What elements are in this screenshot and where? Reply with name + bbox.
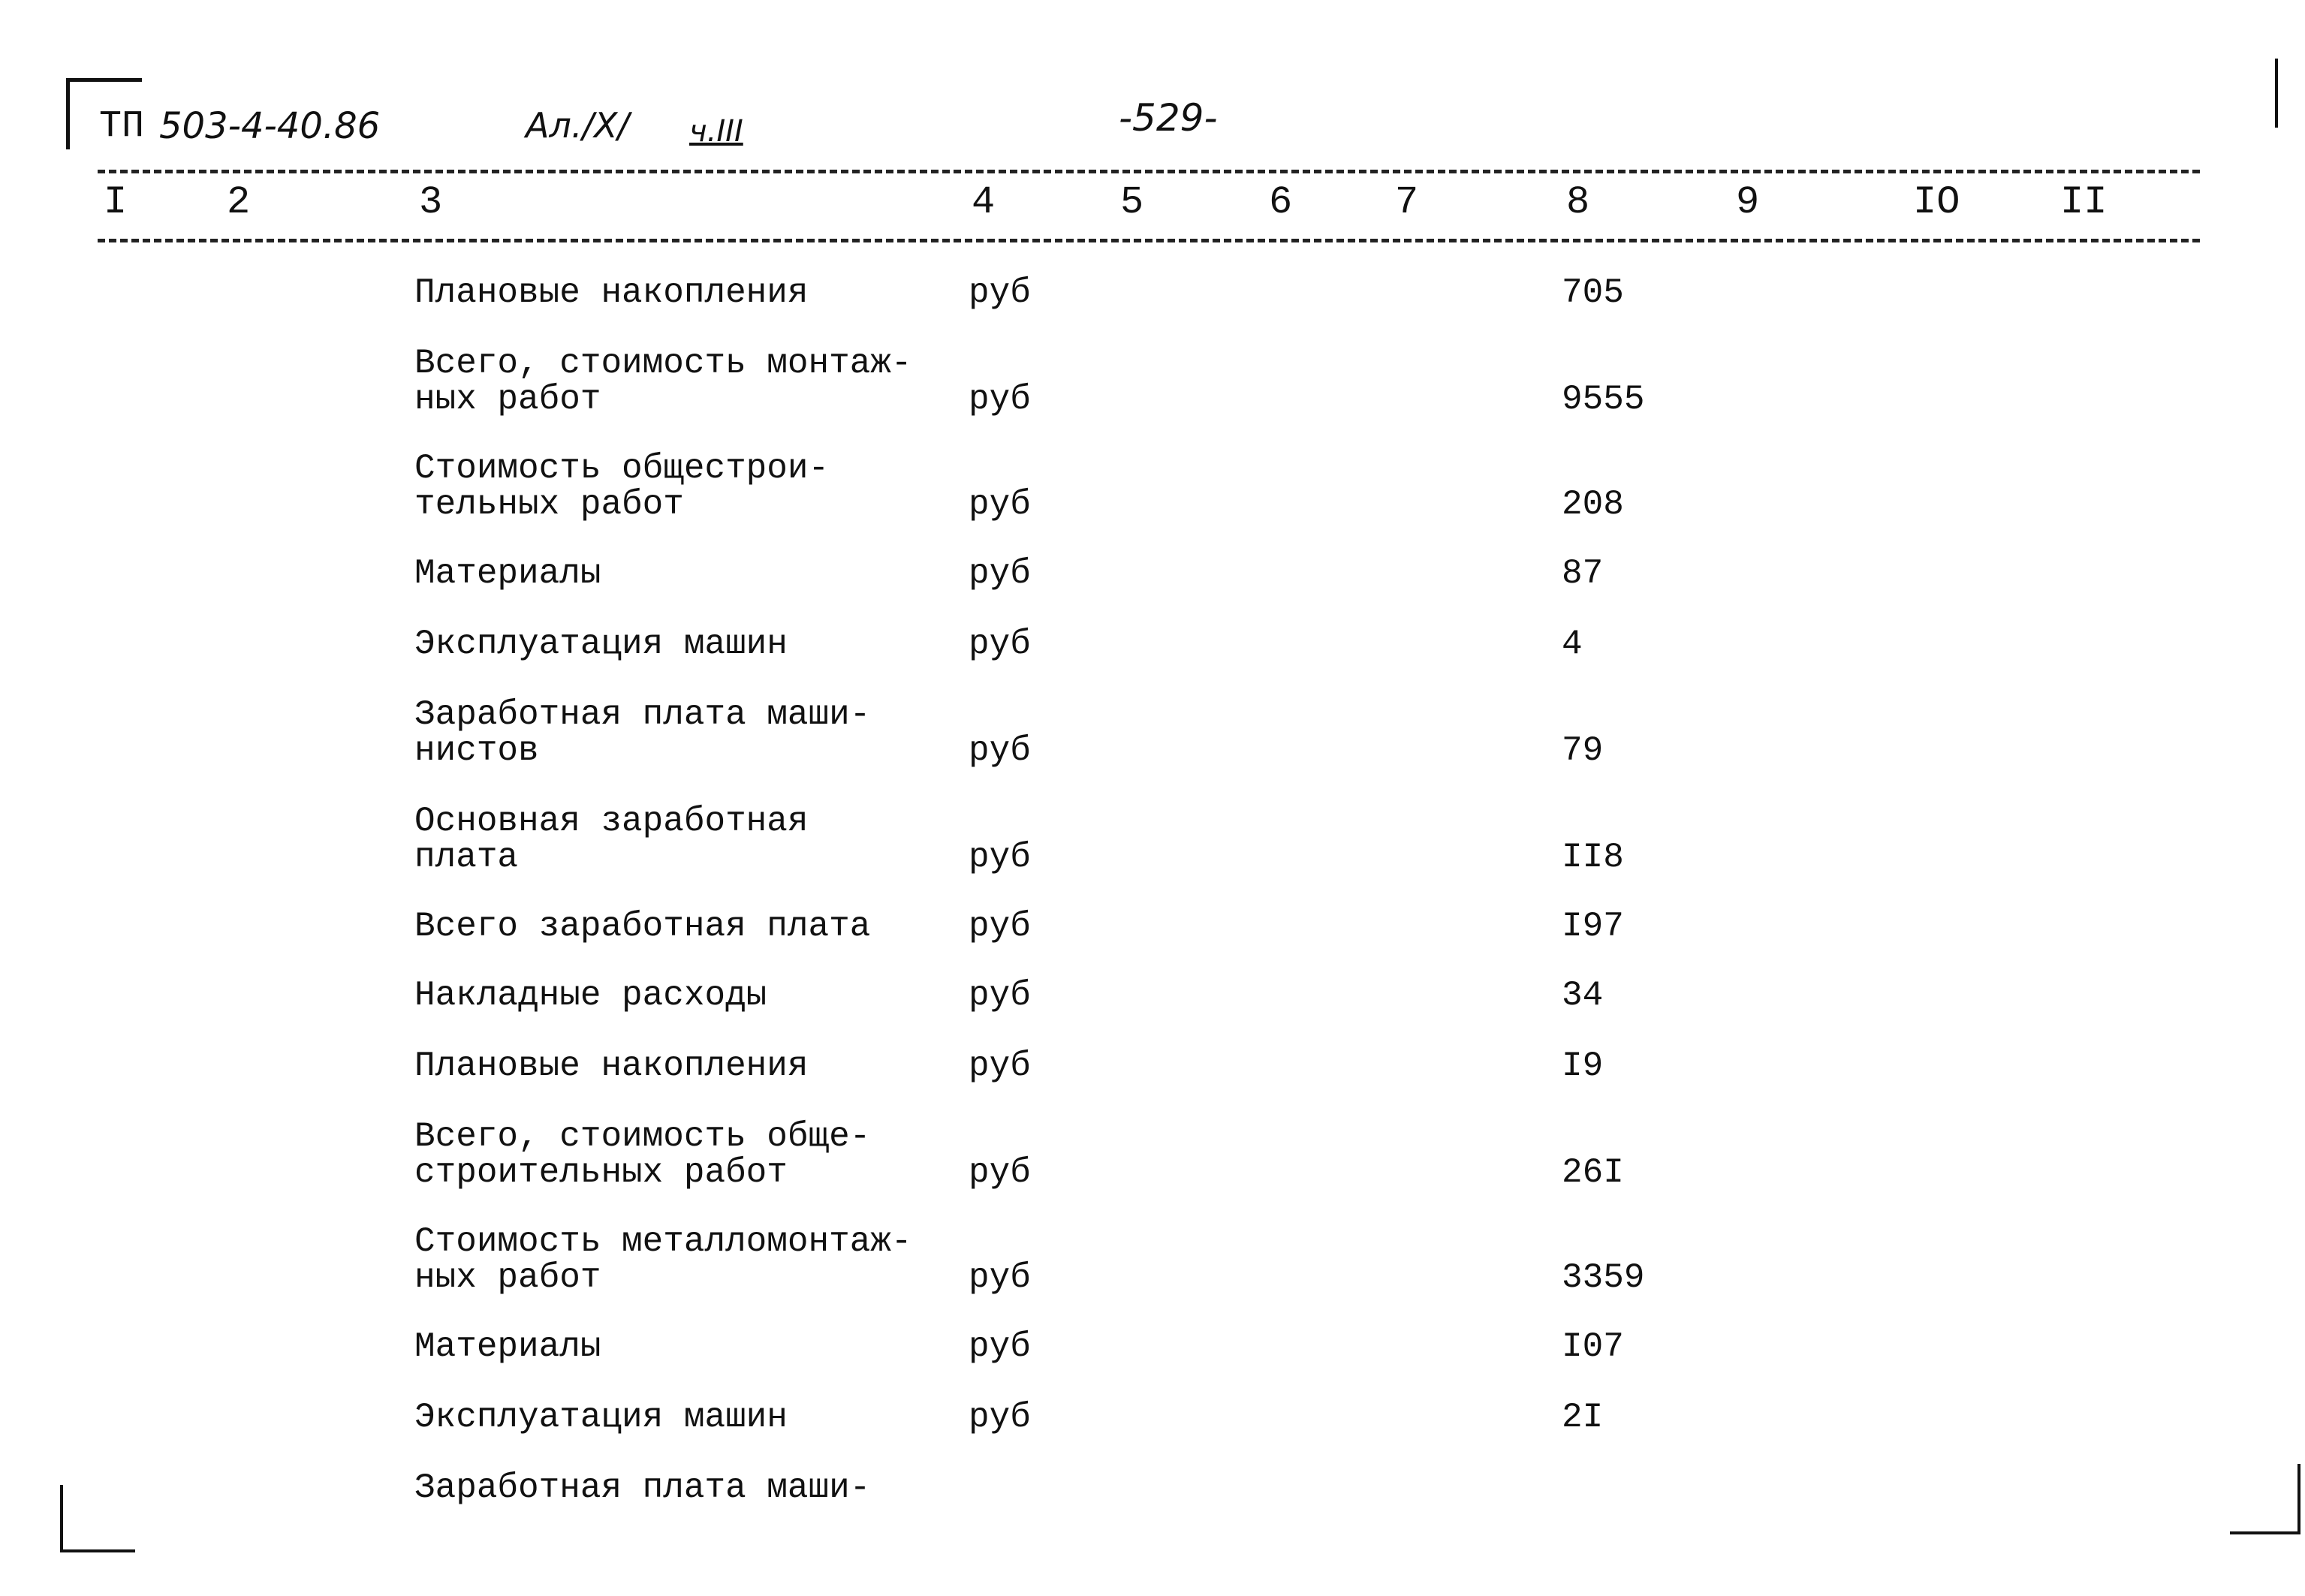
row-value: II8	[1562, 838, 1624, 877]
row-unit: руб	[969, 1327, 1031, 1366]
column-number-4: 4	[972, 180, 996, 224]
column-number-3: 3	[419, 180, 443, 224]
column-number-10: IO	[1913, 180, 1960, 224]
row-description: Плановые накопления	[414, 1046, 809, 1086]
row-description: Накладные расходы	[414, 976, 767, 1015]
row-unit: руб	[969, 907, 1031, 946]
header-dashed-rule-top	[98, 170, 2200, 173]
row-unit: руб	[969, 976, 1031, 1015]
row-description: Всего, стоимость монтаж- ных работ	[414, 344, 912, 419]
row-description: Основная заработная плата	[414, 802, 809, 877]
doc-code-number: 503-4-40.86	[159, 105, 381, 147]
row-unit: руб	[969, 1046, 1031, 1086]
row-value: 87	[1562, 554, 1604, 593]
row-value: 2I	[1562, 1398, 1604, 1437]
row-description: Заработная плата маши-	[414, 1468, 871, 1507]
part-reference: ч.III	[689, 114, 743, 149]
row-value: 9555	[1562, 380, 1645, 419]
corner-mark-top-right	[2275, 59, 2278, 128]
doc-code-prefix: ТП	[99, 105, 145, 148]
row-unit: руб	[969, 554, 1031, 593]
column-number-1: I	[104, 180, 128, 224]
row-unit: руб	[969, 625, 1031, 664]
row-value: 705	[1562, 273, 1624, 312]
row-value: I97	[1562, 907, 1624, 946]
row-description: Стоимость общестрои- тельных работ	[414, 449, 830, 524]
album-reference: Ал./X/	[526, 105, 629, 146]
row-unit: руб	[969, 380, 1031, 419]
row-value: 34	[1562, 976, 1604, 1015]
row-unit: руб	[969, 485, 1031, 524]
column-number-5: 5	[1120, 180, 1144, 224]
row-value: 208	[1562, 485, 1624, 524]
row-value: I9	[1562, 1046, 1604, 1086]
row-description: Всего заработная плата	[414, 907, 871, 946]
column-number-8: 8	[1566, 180, 1590, 224]
row-unit: руб	[969, 273, 1031, 312]
row-value: 3359	[1562, 1258, 1645, 1297]
row-description: Эксплуатация машин	[414, 1398, 788, 1437]
column-number-2: 2	[227, 180, 251, 224]
row-description: Стоимость металломонтаж- ных работ	[414, 1222, 912, 1297]
row-unit: руб	[969, 1398, 1031, 1437]
column-number-9: 9	[1736, 180, 1760, 224]
page-number: -529-	[1119, 96, 1218, 140]
corner-mark-bottom-right	[2230, 1464, 2300, 1534]
column-number-11: II	[2060, 180, 2108, 224]
row-description: Плановые накопления	[414, 273, 809, 312]
row-description: Заработная плата маши- нистов	[414, 695, 871, 770]
corner-mark-bottom-left	[60, 1485, 135, 1552]
header-dashed-rule-bottom	[98, 239, 2200, 242]
row-description: Материалы	[414, 554, 601, 593]
row-value: 26I	[1562, 1153, 1624, 1192]
row-unit: руб	[969, 838, 1031, 877]
column-number-6: 6	[1269, 180, 1293, 224]
row-value: 79	[1562, 731, 1604, 770]
row-unit: руб	[969, 1258, 1031, 1297]
row-unit: руб	[969, 731, 1031, 770]
row-value: 4	[1562, 625, 1583, 664]
row-description: Материалы	[414, 1327, 601, 1366]
row-unit: руб	[969, 1153, 1031, 1192]
row-value: I07	[1562, 1327, 1624, 1366]
column-number-7: 7	[1395, 180, 1419, 224]
row-description: Эксплуатация машин	[414, 625, 788, 664]
row-description: Всего, стоимость обще- строительных работ	[414, 1117, 871, 1192]
